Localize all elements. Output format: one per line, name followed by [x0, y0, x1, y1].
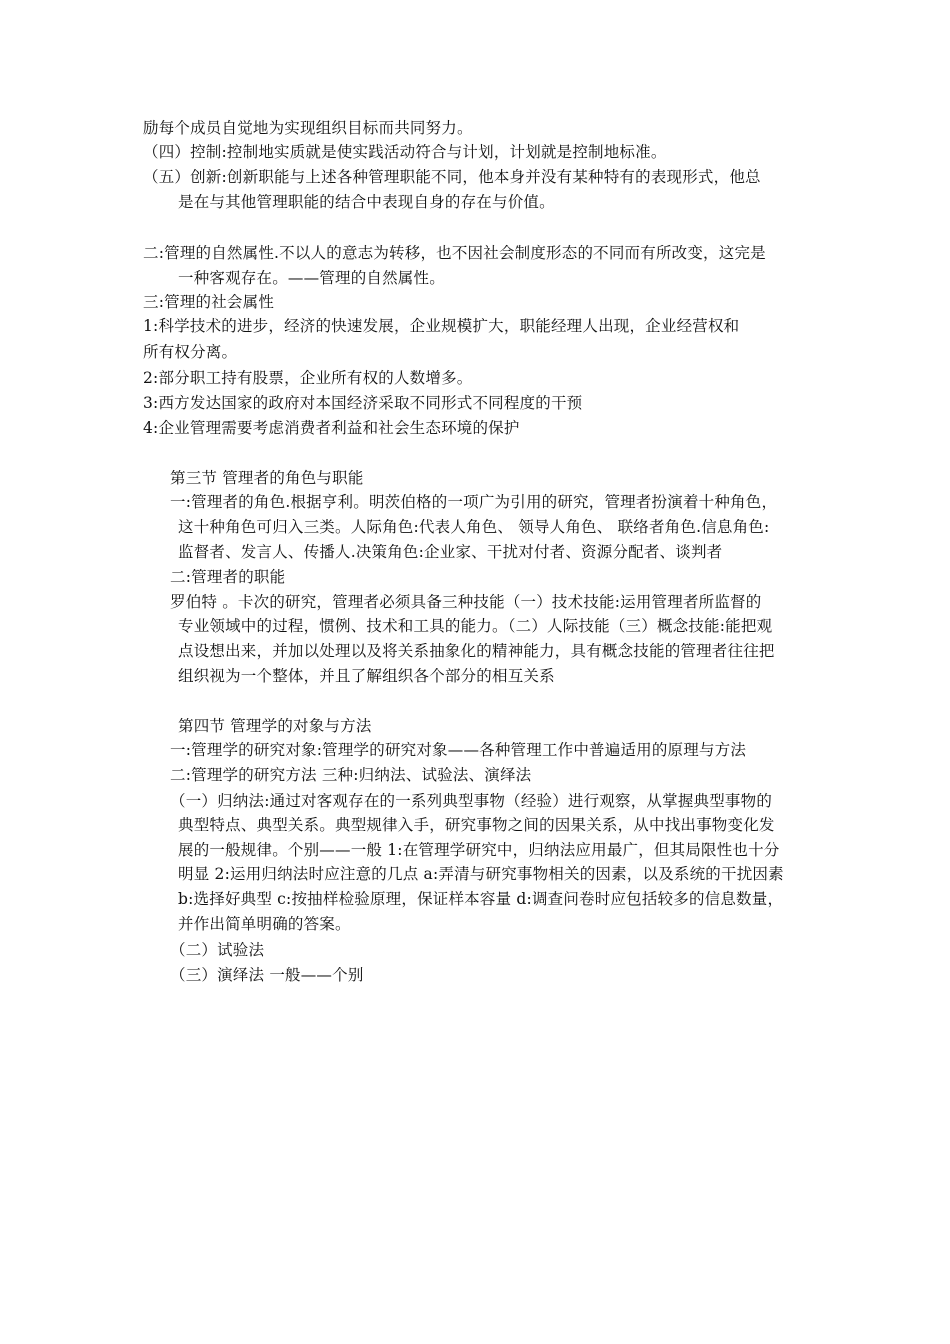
text-line: 监督者、发言人、传播人.决策角色:企业家、干扰对付者、资源分配者、谈判者	[178, 543, 723, 561]
text-line: 组织视为一个整体，并且了解组织各个部分的相互关系	[178, 667, 555, 685]
text-line: b:选择好典型 c:按抽样检验原理，保证样本容量 d:调查问卷时应包括较多的信息数量，	[178, 890, 784, 908]
text-line: 3:西方发达国家的政府对本国经济采取不同形式不同程度的干预	[143, 394, 583, 412]
text-line: 1:科学技术的进步，经济的快速发展，企业规模扩大，职能经理人出现，企业经营权和	[143, 317, 740, 335]
section-heading: 第三节 管理者的角色与职能	[170, 469, 364, 487]
text-line: 这十种角色可归入三类。人际角色:代表人角色、 领导人角色、 联络者角色.信息角色:	[178, 518, 770, 536]
text-line: 二:管理的自然属性.不以人的意志为转移，也不因社会制度形态的不同而有所改变，这完是	[143, 244, 766, 262]
text-line: 励每个成员自觉地为实现组织目标而共同努力。	[143, 119, 473, 137]
text-line: （二）试验法	[170, 941, 265, 959]
text-line: 一:管理者的角色.根据亨利。明茨伯格的一项广为引用的研究，管理者扮演着十种角色，	[170, 493, 778, 511]
text-line: （四）控制:控制地实质就是使实践活动符合与计划，计划就是控制地标准。	[143, 143, 667, 161]
text-line: 专业领域中的过程，惯例、技术和工具的能力。（二）人际技能（三）概念技能:能把观	[178, 617, 773, 635]
text-line: 展的一般规律。个别——一般 1:在管理学研究中，归纳法应用最广，但其局限性也十分	[178, 841, 780, 859]
text-line: 罗伯特 。卡次的研究，管理者必须具备三种技能（一）技术技能:运用管理者所监督的	[170, 593, 762, 611]
text-line: 明显 2:运用归纳法时应注意的几点 a:弄清与研究事物相关的因素，以及系统的干扰因素	[178, 865, 784, 883]
text-line: 一种客观存在。——管理的自然属性。	[178, 269, 445, 287]
text-line: 是在与其他管理职能的结合中表现自身的存在与价值。	[178, 193, 555, 211]
text-line: 4:企业管理需要考虑消费者利益和社会生态环境的保护	[143, 419, 520, 437]
text-line: 三:管理的社会属性	[143, 293, 275, 311]
text-line: 典型特点、典型关系。典型规律入手，研究事物之间的因果关系，从中找出事物变化发	[178, 816, 775, 834]
text-line: 2:部分职工持有股票，企业所有权的人数增多。	[143, 369, 473, 387]
text-line: （五）创新:创新职能与上述各种管理职能不同，他本身并没有某种特有的表现形式，他总	[143, 168, 761, 186]
section-heading: 第四节 管理学的对象与方法	[178, 717, 372, 735]
text-line: 并作出简单明确的答案。	[178, 915, 351, 933]
text-line: （一）归纳法:通过对客观存在的一系列典型事物（经验）进行观察，从掌握典型事物的	[170, 792, 773, 810]
text-line: 一:管理学的研究对象:管理学的研究对象——各种管理工作中普遍适用的原理与方法	[170, 741, 747, 759]
text-line: （三）演绎法 一般——个别	[170, 966, 364, 984]
text-line: 点设想出来，并加以处理以及将关系抽象化的精神能力，具有概念技能的管理者往往把	[178, 642, 775, 660]
text-line: 二:管理学的研究方法 三种:归纳法、试验法、演绎法	[170, 766, 532, 784]
text-line: 所有权分离。	[143, 343, 238, 361]
text-line: 二:管理者的职能	[170, 568, 286, 586]
